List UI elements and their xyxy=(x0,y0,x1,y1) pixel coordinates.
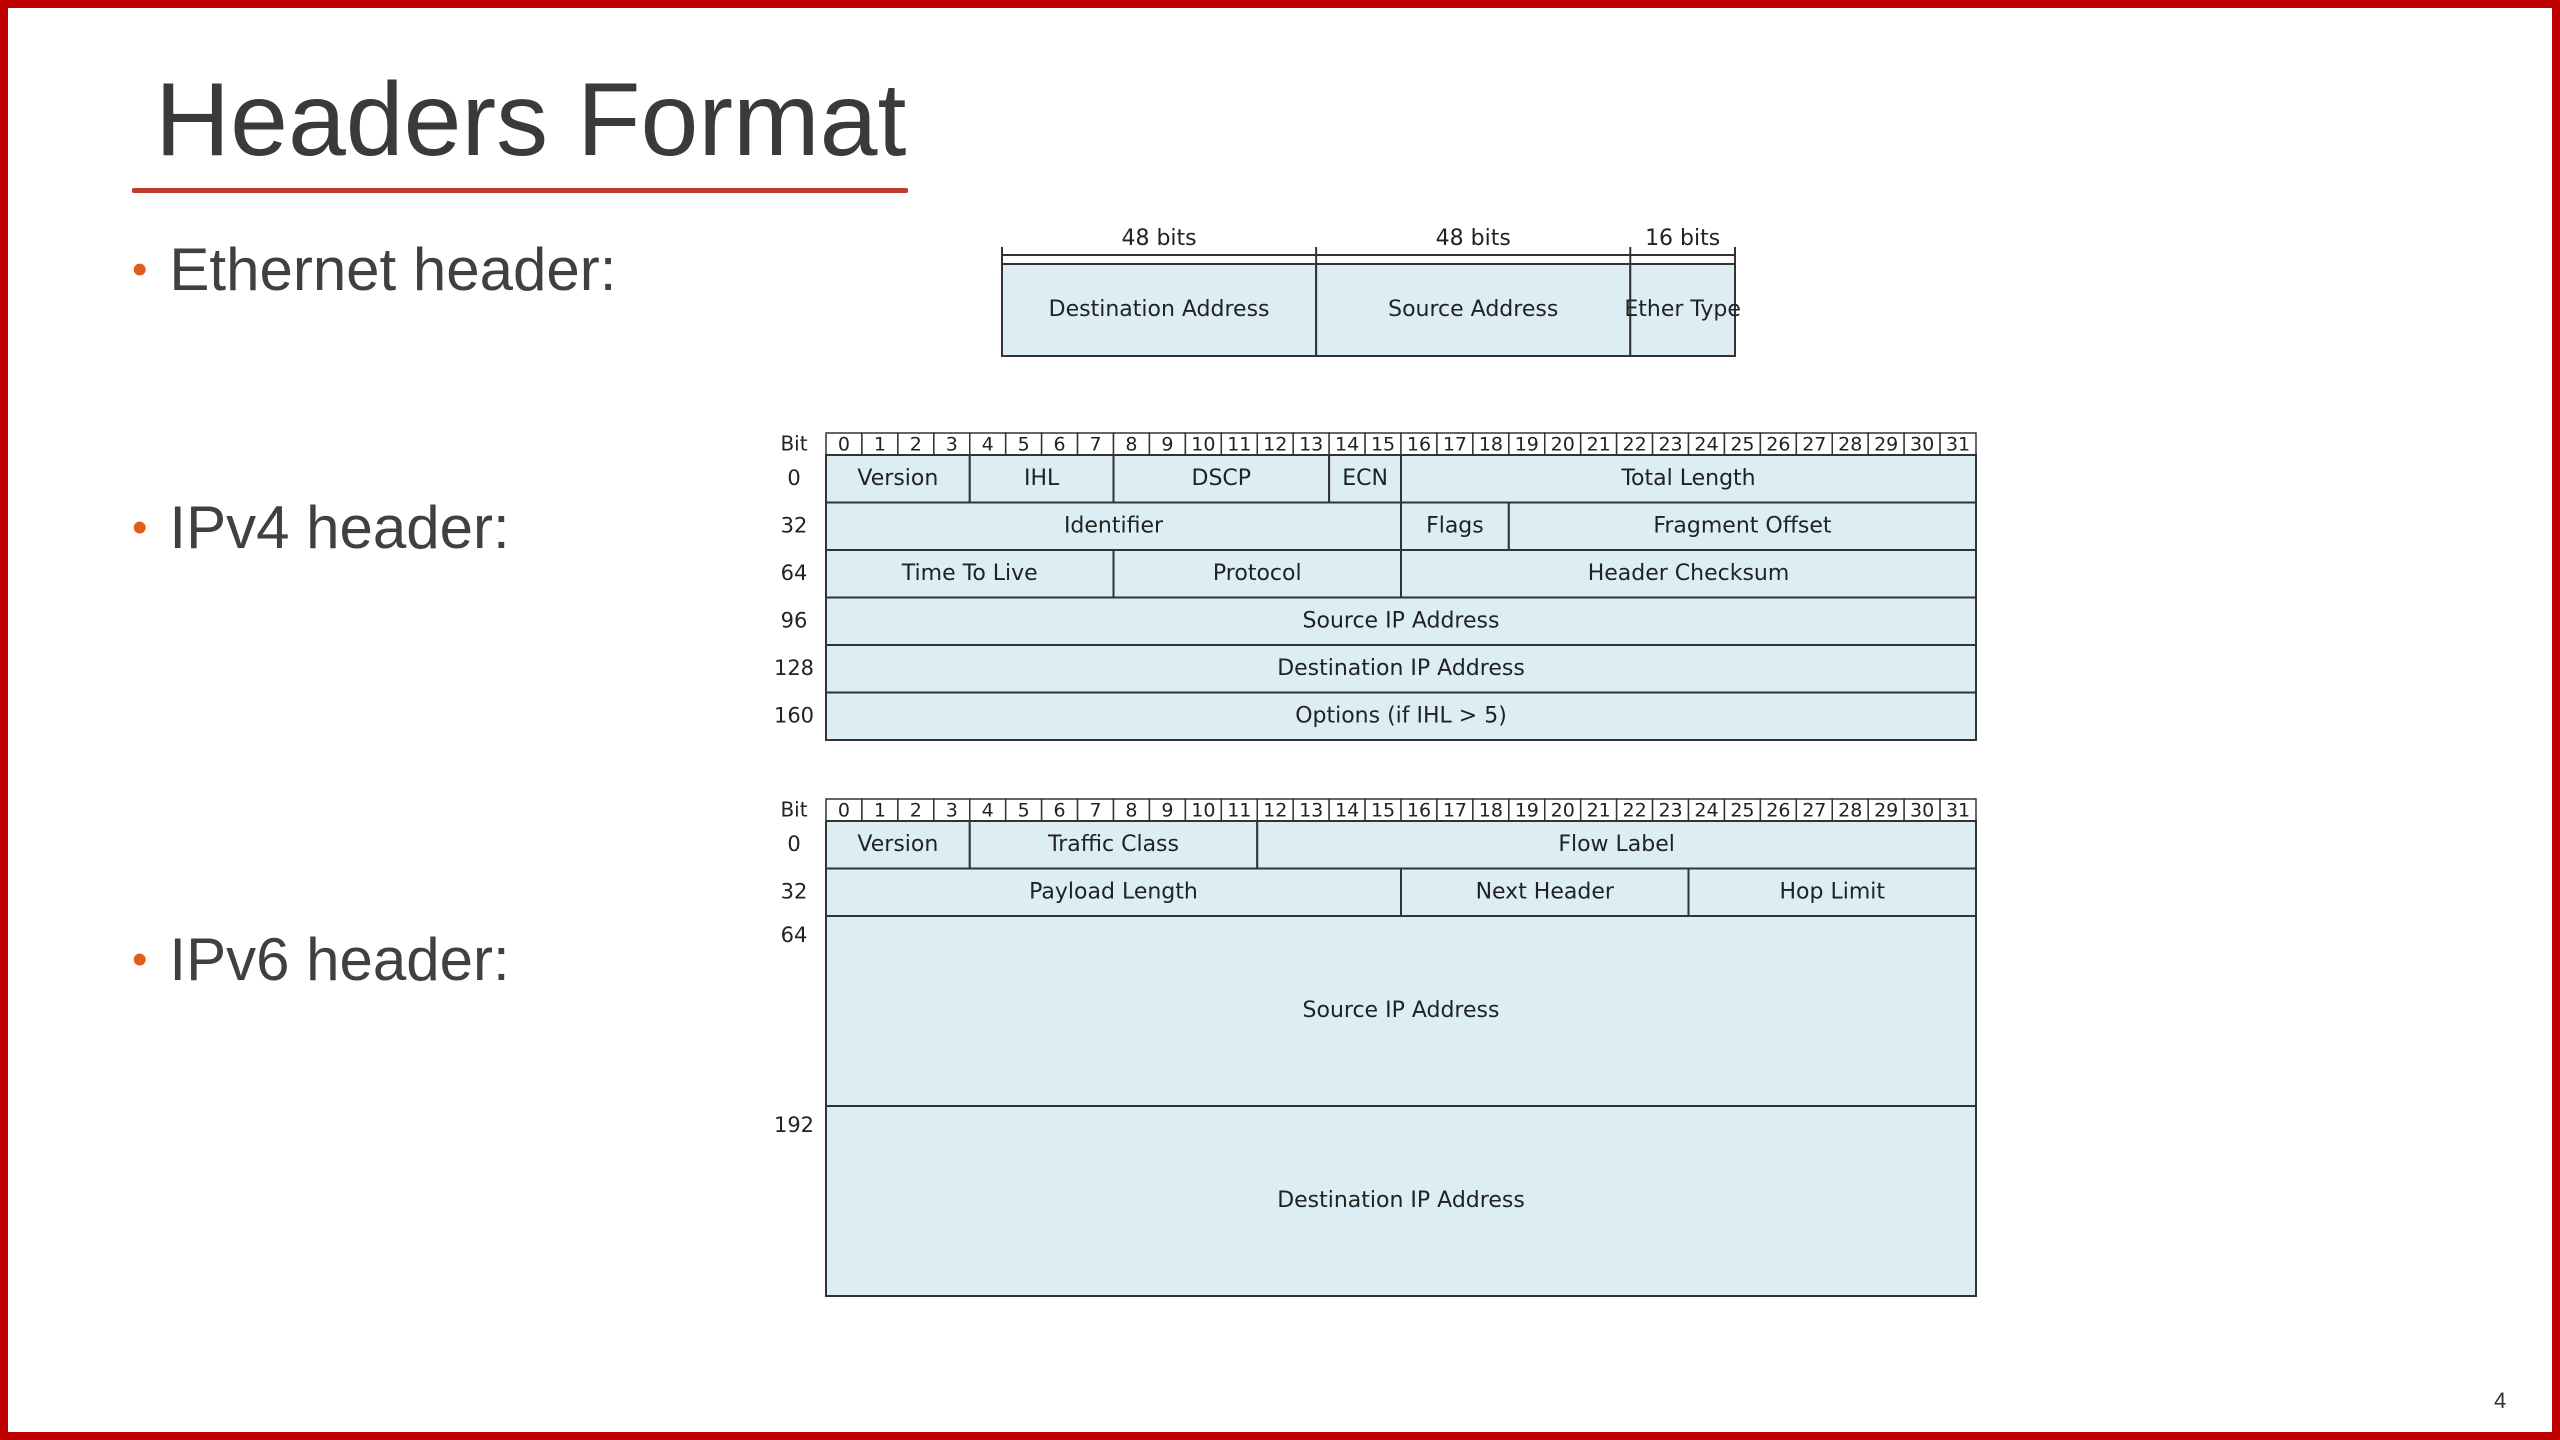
bit-number-label: 5 xyxy=(1017,799,1030,822)
bit-number-label: 3 xyxy=(945,799,958,822)
bit-number-label: 11 xyxy=(1227,433,1252,456)
ethernet-size-label: 48 bits xyxy=(1121,226,1197,251)
row-bit-offset: 192 xyxy=(773,1113,815,1137)
bullet-ethernet xyxy=(132,236,617,303)
header-field-label: Destination IP Address xyxy=(1277,655,1525,681)
header-field-label: Total Length xyxy=(1621,465,1756,491)
bit-number-label: 0 xyxy=(837,433,851,456)
bit-number-label: 23 xyxy=(1658,799,1683,822)
bullet-label: Ethernet header: xyxy=(169,236,617,303)
bit-number-label: 21 xyxy=(1586,799,1611,822)
ipv6-header-diagram xyxy=(758,794,1988,1304)
bit-number-label: 4 xyxy=(981,433,994,456)
bit-number-label: 28 xyxy=(1838,433,1863,456)
bit-number-label: 10 xyxy=(1191,799,1216,822)
ethernet-size-label: 16 bits xyxy=(1645,226,1721,251)
row-bit-offset: 128 xyxy=(773,655,815,680)
row-bit-offset: 0 xyxy=(787,831,801,856)
header-field-label: Hop Limit xyxy=(1779,879,1885,905)
bit-number-label: 24 xyxy=(1694,799,1719,822)
ipv4-header-diagram xyxy=(758,428,1988,748)
bit-number-label: 0 xyxy=(837,799,851,822)
header-field-label: Next Header xyxy=(1475,879,1614,905)
bit-number-label: 8 xyxy=(1125,799,1138,822)
bit-number-label: 7 xyxy=(1089,799,1102,822)
bit-number-label: 27 xyxy=(1802,433,1827,456)
bit-number-label: 2 xyxy=(909,799,922,822)
bit-number-label: 23 xyxy=(1658,433,1683,456)
bit-number-label: 20 xyxy=(1550,433,1575,456)
bit-number-label: 24 xyxy=(1694,433,1719,456)
header-field-label: Flags xyxy=(1426,513,1484,539)
bit-number-label: 26 xyxy=(1766,433,1791,456)
header-field-label: Version xyxy=(857,465,939,491)
bit-number-label: 22 xyxy=(1622,433,1647,456)
row-bit-offset: 32 xyxy=(780,879,808,904)
bit-number-label: 28 xyxy=(1838,799,1863,822)
bit-number-label: 4 xyxy=(981,799,994,822)
ethernet-field-label: Destination Address xyxy=(1048,297,1270,322)
bit-number-label: 17 xyxy=(1442,799,1467,822)
header-field-label: Protocol xyxy=(1212,560,1302,586)
bit-number-label: 1 xyxy=(873,433,886,456)
title-underline xyxy=(132,188,908,193)
bit-number-label: 7 xyxy=(1089,433,1102,456)
bit-number-label: 31 xyxy=(1945,433,1971,456)
row-bit-offset: 64 xyxy=(780,923,808,947)
bit-number-label: 19 xyxy=(1514,433,1539,456)
bit-number-label: 25 xyxy=(1730,433,1755,456)
bit-number-label: 10 xyxy=(1191,433,1216,456)
header-field-label: Fragment Offset xyxy=(1653,513,1832,539)
header-field-label: Identifier xyxy=(1063,513,1164,539)
bit-number-label: 25 xyxy=(1730,799,1755,822)
ethernet-header-diagram xyxy=(988,218,1748,368)
bit-number-label: 16 xyxy=(1406,433,1432,456)
bullet-ipv4 xyxy=(132,494,510,561)
row-bit-offset: 32 xyxy=(780,513,808,538)
header-field-label: IHL xyxy=(1023,465,1060,491)
header-field-label: DSCP xyxy=(1191,465,1252,491)
header-field-label: Time To Live xyxy=(901,560,1038,586)
bullet-dot-icon: • xyxy=(132,503,148,552)
bit-number-label: 29 xyxy=(1874,799,1899,822)
bit-number-label: 9 xyxy=(1161,433,1174,456)
bit-number-label: 19 xyxy=(1514,799,1539,822)
bit-number-label: 30 xyxy=(1910,799,1935,822)
bit-number-label: 13 xyxy=(1299,799,1324,822)
header-field-label: Source IP Address xyxy=(1302,998,1500,1023)
bit-number-label: 12 xyxy=(1263,433,1288,456)
row-bit-offset: 64 xyxy=(780,560,808,585)
bit-number-label: 16 xyxy=(1406,799,1432,822)
bit-number-label: 14 xyxy=(1335,799,1360,822)
bullet-ipv6 xyxy=(132,926,510,993)
row-bit-offset: 0 xyxy=(787,465,801,490)
bit-number-label: 18 xyxy=(1478,433,1503,456)
row-bit-offset: 160 xyxy=(773,703,815,728)
bullet-dot-icon: • xyxy=(132,245,148,294)
bullet-label: IPv6 header: xyxy=(169,926,510,993)
header-field-label: Flow Label xyxy=(1558,831,1675,857)
header-field-label: Header Checksum xyxy=(1587,560,1790,586)
bit-number-label: 6 xyxy=(1053,433,1066,456)
bit-number-label: 21 xyxy=(1586,433,1611,456)
bit-number-label: 12 xyxy=(1263,799,1288,822)
header-field-label: Options (if IHL > 5) xyxy=(1295,703,1507,729)
header-field-label: ECN xyxy=(1342,465,1388,491)
header-field-label: Payload Length xyxy=(1029,879,1198,905)
bit-number-label: 11 xyxy=(1227,799,1252,822)
bit-number-label: 8 xyxy=(1125,433,1138,456)
bit-number-label: 31 xyxy=(1945,799,1971,822)
header-field-label: Traffic Class xyxy=(1048,831,1179,857)
bit-number-label: 20 xyxy=(1550,799,1575,822)
bit-number-label: 3 xyxy=(945,433,958,456)
bit-number-label: 15 xyxy=(1370,433,1396,456)
page-title: Headers Format xyxy=(155,62,907,178)
ethernet-field-label: Source Address xyxy=(1388,297,1559,322)
bit-number-label: 2 xyxy=(909,433,922,456)
bit-number-label: 27 xyxy=(1802,799,1827,822)
bit-number-label: 30 xyxy=(1910,433,1935,456)
bit-axis-label: Bit xyxy=(780,797,808,822)
bit-number-label: 14 xyxy=(1335,433,1360,456)
bit-number-label: 22 xyxy=(1622,799,1647,822)
bit-number-label: 13 xyxy=(1299,433,1324,456)
ethernet-size-label: 48 bits xyxy=(1435,226,1511,251)
ethernet-field-label: Ether Type xyxy=(1624,297,1741,322)
bit-number-label: 18 xyxy=(1478,799,1503,822)
bit-axis-label: Bit xyxy=(780,431,808,456)
bullet-label: IPv4 header: xyxy=(169,494,510,561)
bit-number-label: 1 xyxy=(873,799,886,822)
header-field-label: Source IP Address xyxy=(1302,608,1500,634)
bit-number-label: 6 xyxy=(1053,799,1066,822)
row-bit-offset: 96 xyxy=(780,608,808,633)
bit-number-label: 15 xyxy=(1370,799,1396,822)
bullet-dot-icon: • xyxy=(132,935,148,984)
bit-number-label: 9 xyxy=(1161,799,1174,822)
page-number: 4 xyxy=(2494,1388,2507,1413)
header-field-label: Destination IP Address xyxy=(1277,1188,1525,1213)
header-field-label: Version xyxy=(857,831,939,857)
bit-number-label: 5 xyxy=(1017,433,1030,456)
bit-number-label: 17 xyxy=(1442,433,1467,456)
bit-number-label: 29 xyxy=(1874,433,1899,456)
bit-number-label: 26 xyxy=(1766,799,1791,822)
